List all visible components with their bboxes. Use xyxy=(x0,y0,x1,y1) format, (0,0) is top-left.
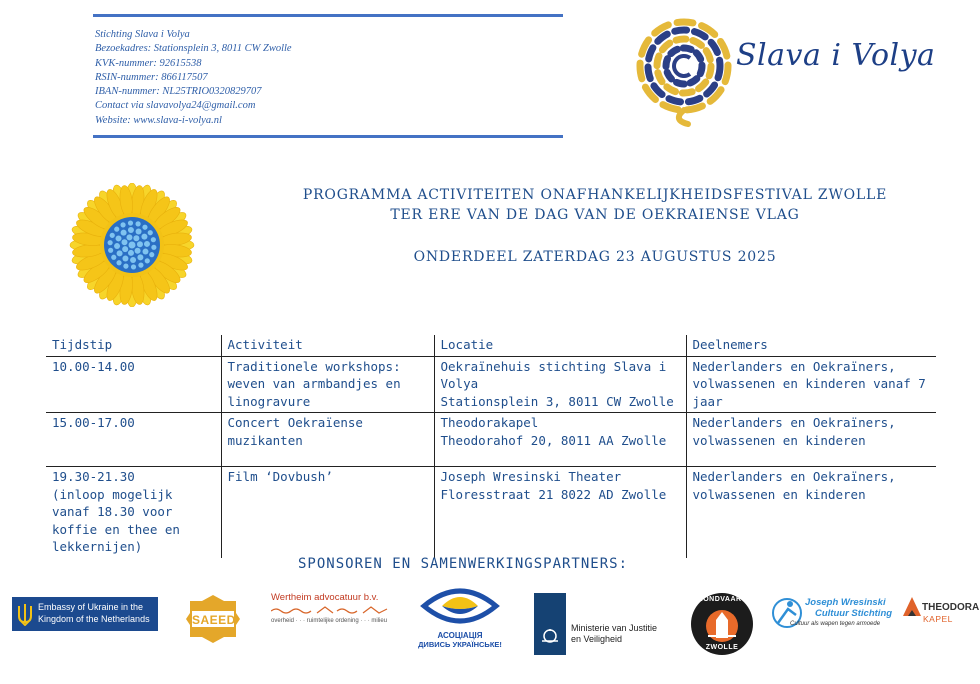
dyvys-text-1: АСОЦІАЦІЯ xyxy=(437,631,483,640)
time-cell: 10.00-14.00 xyxy=(46,356,221,413)
sunflower-seed xyxy=(116,235,122,241)
trident-icon xyxy=(16,602,34,626)
time-cell: 15.00-17.00 xyxy=(46,413,221,467)
theodora-roof-icon xyxy=(902,596,922,618)
sunflower-seed xyxy=(144,241,150,247)
table-row xyxy=(46,413,936,467)
location-cell: Joseph Wresinski Theater Floresstraat 21 8022 AD Zwolle xyxy=(434,467,686,558)
sunflower-seed xyxy=(151,237,156,242)
org-info-line: Bezoekadres: Stationsplein 3, 8011 CW Zwolle xyxy=(95,43,292,55)
activity-cell: Concert Oekraïense muzikanten xyxy=(221,413,434,467)
wertheim-name: Wertheim advocatuur b.v. xyxy=(271,592,379,603)
wresinski-tagline: Cultuur als wapen tegen armoede xyxy=(790,621,881,627)
sunflower-seed xyxy=(145,258,150,263)
ministerie-text: Ministerie van Justitie en Veiligheid xyxy=(571,623,658,644)
header-rule-bottom xyxy=(93,135,563,138)
sunflower-seed xyxy=(117,250,123,256)
sunflower-seed xyxy=(142,249,148,255)
sunflower-seed xyxy=(133,235,139,241)
activity-cell: Film ‘Dovbush’ xyxy=(221,467,434,558)
program-title-line1: PROGRAMMA ACTIVITEITEN ONAFHANKELIJKHEIDSFESTIVAL ZWOLLE xyxy=(302,187,888,203)
sunflower-seed xyxy=(151,245,156,250)
organization-info xyxy=(95,28,292,128)
sunflower-seed xyxy=(122,255,128,261)
sunflower-seed xyxy=(121,230,127,236)
sunflower-icon xyxy=(68,183,196,307)
sunflower-seed xyxy=(149,252,154,257)
theodora-sub: KAPEL xyxy=(923,614,953,624)
table-header-row xyxy=(46,335,936,356)
sunflower-seed xyxy=(121,239,127,245)
wresinski-org: Cultuur Stichting xyxy=(815,608,893,619)
dyvys-eye-logo-icon xyxy=(420,582,500,630)
sunflower-seed xyxy=(135,248,141,254)
wertheim-wave-icon xyxy=(271,605,391,615)
program-date-title: ONDERDEEL ZATERDAG 23 AUGUSTUS 2025 xyxy=(413,249,777,265)
slava-i-volya-logo-icon xyxy=(632,8,736,128)
sunflower-seed xyxy=(111,255,116,260)
sunflower-seed xyxy=(110,233,115,238)
dyvys-text-2: ДИВИСЬ УКРАЇНСЬКЕ! xyxy=(418,640,502,649)
crest-icon xyxy=(540,627,560,645)
participants-cell: Nederlanders en Oekraïners, volwassenen en kinderen xyxy=(686,467,936,558)
sunflower-seed xyxy=(126,234,132,240)
org-info-line: RSIN-nummer: 866117507 xyxy=(95,71,208,83)
table-row xyxy=(46,467,936,558)
org-info-line: IBAN-nummer: NL25TRIO0320829707 xyxy=(95,86,262,98)
location-cell: Theodorakapel Theodorahof 20, 8011 AA Zwolle xyxy=(434,413,686,467)
program-table xyxy=(46,335,936,558)
sunflower-seed xyxy=(137,254,143,260)
theodora-name: THEODORA xyxy=(922,602,980,613)
sunflower-seed xyxy=(142,225,147,230)
sunflower-seed xyxy=(130,257,136,263)
org-info-line: KVK-nummer: 92615538 xyxy=(95,57,202,69)
table-row xyxy=(46,356,936,413)
rondvaart-bottom-text: ZWOLLE xyxy=(705,644,739,651)
sunflower-seed xyxy=(138,263,143,268)
sunflower-seed xyxy=(128,227,134,233)
sunflower-seed xyxy=(122,246,128,252)
time-cell: 19.30-21.30 (inloop mogelijk vanaf 18.30 voor koffie en thee en lekkernijen) xyxy=(52,469,180,554)
sunflower-seed xyxy=(120,222,125,227)
column-header-location: Locatie xyxy=(434,335,686,356)
org-info-line: Stichting Slava i Volya xyxy=(95,29,190,40)
sunflower-seed xyxy=(116,260,121,265)
org-info-line: Website: www.slava-i-volya.nl xyxy=(95,114,222,126)
sunflower-seed xyxy=(136,229,142,235)
sunflower-seed xyxy=(148,230,153,235)
wertheim-subtitle: overheid · · · ruimtelijke ordening · · · milieu xyxy=(271,618,388,624)
rondvaart-top-text: RONDVAART xyxy=(697,596,747,603)
header-rule-top xyxy=(93,14,563,17)
program-title-line2: TER ERE VAN DE DAG VAN DE OEKRAIENSE VLAG xyxy=(390,207,800,223)
column-header-participants: Deelnemers xyxy=(686,335,936,356)
activity-cell: Traditionele workshops: weven van armbandjes en linogravure xyxy=(221,356,434,413)
sunflower-seed xyxy=(123,264,128,269)
sunflower-seed xyxy=(128,250,134,256)
sunflower-seed xyxy=(131,264,136,269)
sunflower-seed xyxy=(137,241,143,247)
saeed-text: SAEED xyxy=(192,613,236,627)
sunflower-seed xyxy=(108,240,113,245)
sunflower-seed xyxy=(141,234,147,240)
location-cell: Oekraïnehuis stichting Slava i Volya Stationsplein 3, 8011 CW Zwolle xyxy=(434,356,686,413)
sunflower-seed xyxy=(129,242,136,249)
sunflower-seed xyxy=(114,227,119,232)
embassy-text: Embassy of Ukraine in the Kingdom of the Netherlands xyxy=(38,602,150,624)
sunflower-seed xyxy=(114,243,120,249)
sunflower-seed xyxy=(135,221,140,226)
column-header-activity: Activiteit xyxy=(221,335,434,356)
participants-cell: Nederlanders en Oekraïners, volwassenen en kinderen xyxy=(686,413,936,467)
column-header-time: Tijdstip xyxy=(46,335,221,356)
logo-wordmark: Slava i Volya xyxy=(736,38,936,73)
embassy-logo xyxy=(12,597,158,631)
sunflower-seed xyxy=(108,248,113,253)
org-info-line: Contact via slavavolya24@gmail.com xyxy=(95,100,256,112)
sunflower-seed xyxy=(128,220,133,225)
participants-cell: Nederlanders en Oekraïners, volwassenen en kinderen vanaf 7 jaar xyxy=(686,356,936,413)
sponsors-title: SPONSOREN EN SAMENWERKINGSPARTNERS: xyxy=(298,556,629,572)
ministerie-bar xyxy=(534,593,566,655)
wresinski-name: Joseph Wresinski xyxy=(805,597,886,608)
